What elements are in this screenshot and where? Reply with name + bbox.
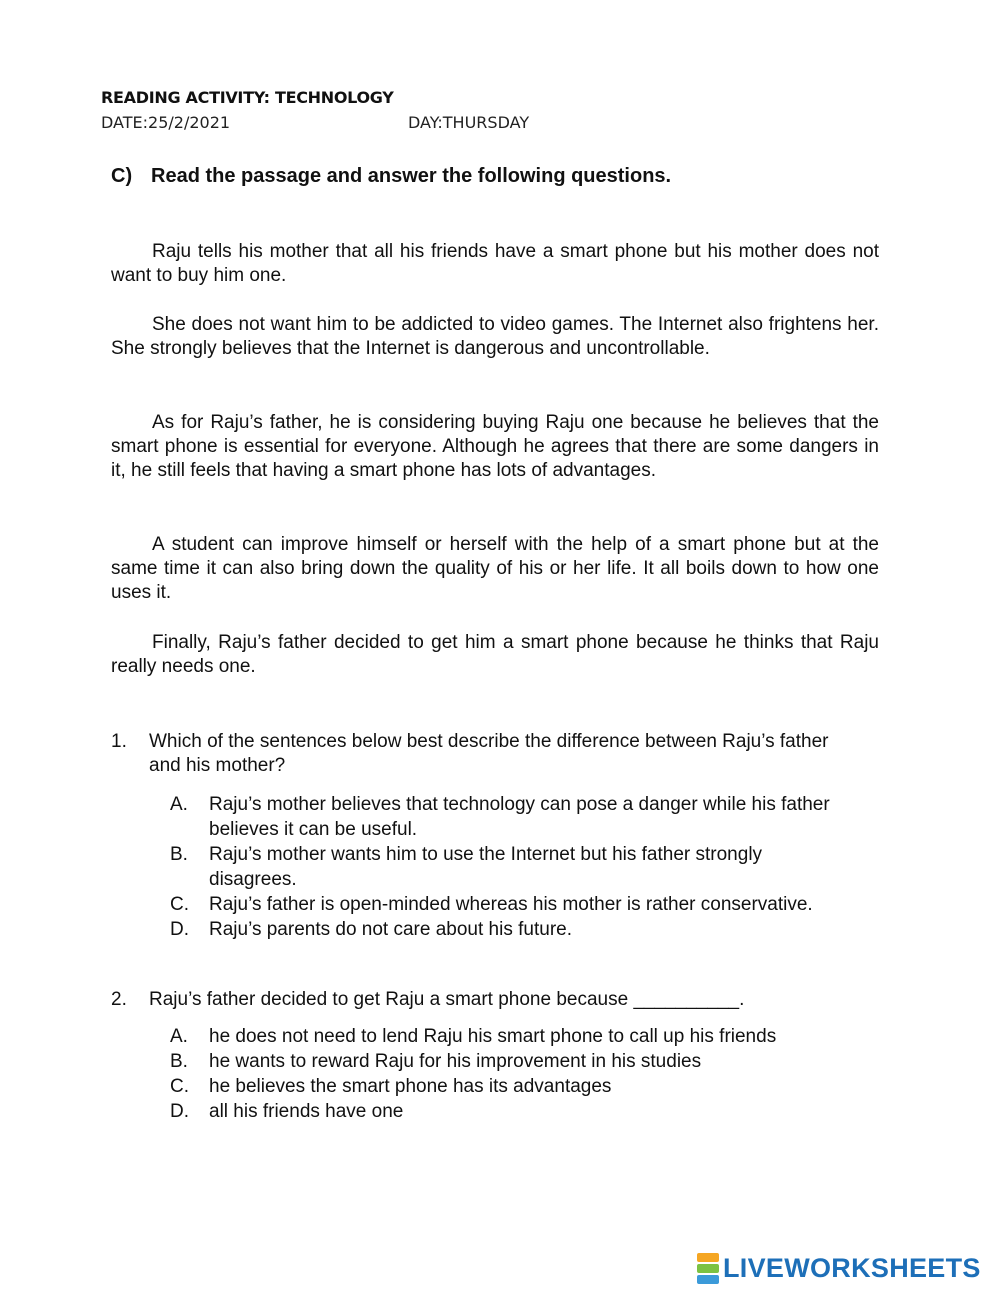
passage-paragraph — [111, 411, 879, 483]
worksheet-day: DAY:THURSDAY — [408, 113, 530, 132]
question-stem: Raju’s father decided to get Raju a smart phone because __________. — [149, 989, 745, 1010]
passage-paragraph — [111, 631, 879, 679]
question-stem: Which of the sentences below best describe the difference between Raju’s father and his mother? — [149, 731, 829, 776]
blocks-icon — [697, 1253, 719, 1283]
passage-paragraph — [111, 533, 879, 605]
option-a[interactable]: A. he does not need to lend Raju his smart phone to call up his friends — [170, 1026, 777, 1047]
option-d[interactable]: D. all his friends have one — [170, 1101, 404, 1122]
question-1-options — [170, 792, 899, 942]
section-instruction: Read the passage and answer the following questions. — [151, 165, 672, 187]
worksheet-title: READING ACTIVITY: TECHNOLOGY — [101, 88, 394, 107]
question-number: 2. — [111, 989, 127, 1010]
question-2-options — [170, 1024, 899, 1124]
passage-paragraph — [111, 313, 879, 361]
logo-block — [697, 1275, 719, 1284]
paragraph-text: A student can improve himself or herself with the help of a smart phone but at the same time it can also bring down the quality of his or her life. It all boils down to how one uses it. — [111, 534, 879, 603]
option-c[interactable]: C. Raju’s father is open-minded whereas his mother is rather conservative. — [170, 894, 813, 915]
liveworksheets-logo[interactable] — [697, 1250, 981, 1286]
worksheet-date: DATE:25/2/2021 — [101, 113, 231, 132]
option-a[interactable]: A. Raju’s mother believes that technology can pose a danger while his father believes it can be useful. — [170, 794, 830, 840]
paragraph-text: Raju tells his mother that all his friends have a smart phone but his mother does not want to buy him one. — [111, 241, 879, 286]
section-letter: C) — [111, 165, 133, 187]
paragraph-text: Finally, Raju’s father decided to get him a smart phone because he thinks that Raju really needs one. — [111, 632, 879, 677]
passage-paragraph — [111, 240, 879, 288]
option-d[interactable]: D. Raju’s parents do not care about his future. — [170, 919, 572, 940]
section-heading — [111, 165, 671, 188]
option-b[interactable]: B. he wants to reward Raju for his improvement in his studies — [170, 1051, 702, 1072]
paragraph-text: She does not want him to be addicted to video games. The Internet also frightens her. She strongly believes that the Internet is dangerous and uncontrollable. — [111, 314, 879, 359]
question-number: 1. — [111, 731, 127, 752]
logo-text: LIVEWORKSHEETS — [723, 1252, 981, 1283]
logo-block — [697, 1264, 719, 1273]
logo-block — [697, 1253, 719, 1262]
question-1 — [111, 730, 871, 778]
paragraph-text: As for Raju’s father, he is considering buying Raju one because he believes that the smart phone is essential for everyone. Although he agrees that there are some dangers in it, he still feels that having a smart phone has lots of advantages. — [111, 412, 879, 481]
question-2 — [111, 988, 871, 1012]
option-b[interactable]: B. Raju’s mother wants him to use the Internet but his father strongly disagrees. — [170, 844, 763, 890]
option-c[interactable]: C. he believes the smart phone has its advantages — [170, 1076, 612, 1097]
